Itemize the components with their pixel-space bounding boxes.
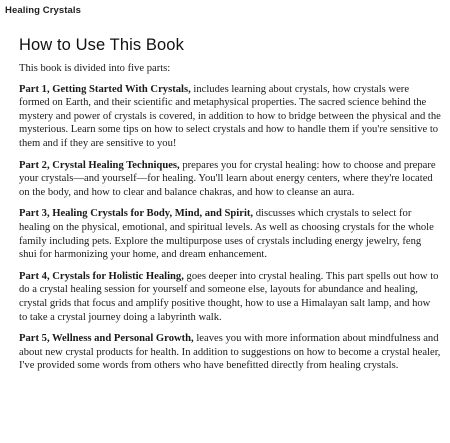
page-title: How to Use This Book (19, 36, 184, 54)
part-5-text: leaves you with more information about mindfulness and about new crystal products for health. In addition to suggestions on how to become a crystal healer, I've provided some words from others who have benefitted directly from healing crystals. (19, 333, 441, 372)
part-4-paragraph (19, 270, 441, 324)
running-head: Healing Crystals (5, 5, 82, 16)
part-4-text: goes deeper into crystal healing. This part spells out how to do a crystal healing session for yourself and someone else, layouts for abundance and healing, crystal grids that focus and amplify positive thought, how to use a Himalayan salt lamp, and how to take a crystal journey doing a labyrinth walk. (19, 270, 439, 323)
part-5-label: Part 5, Wellness and Personal Growth, (19, 333, 194, 345)
intro-text: This book is divided into five parts: (19, 63, 171, 74)
part-3-paragraph (19, 207, 441, 261)
part-2-label: Part 2, Crystal Healing Techniques, (19, 159, 180, 171)
part-3-text: discusses which crystals to select for healing on the physical, emotional, and spiritual levels. As well as choosing crystals for the whole family including pets. Explore the multipurpose uses of crystals including energy jewelry, feng shui for harmonizing your home, and dream enhancement. (19, 208, 434, 261)
part-1-text: includes learning about crystals, how crystals were formed on Earth, and their scientific and metaphysical properties. The sacred science behind the mystery and power of crystals is covered, in addition to how to bridge between the physical and the mysterious. Learn some tips on how to select crystals and how to handle them if you're sensitive to them and if they are sensitive to you! (19, 83, 441, 149)
part-1-paragraph (19, 83, 441, 151)
part-5-paragraph (19, 332, 441, 373)
part-1-label: Part 1, Getting Started With Crystals, (19, 83, 191, 95)
part-3-label: Part 3, Healing Crystals for Body, Mind, and Spirit, (19, 208, 254, 220)
part-2-text: prepares you for crystal healing: how to choose and prepare your crystals—and yourself—for healing. You'll learn about energy centers, where they're located on the body, and how to clear and balance chakras, and how to cleanse an aura. (19, 159, 436, 198)
part-4-label: Part 4, Crystals for Holistic Healing, (19, 270, 184, 282)
part-2-paragraph (19, 159, 441, 200)
page-content (19, 36, 441, 381)
